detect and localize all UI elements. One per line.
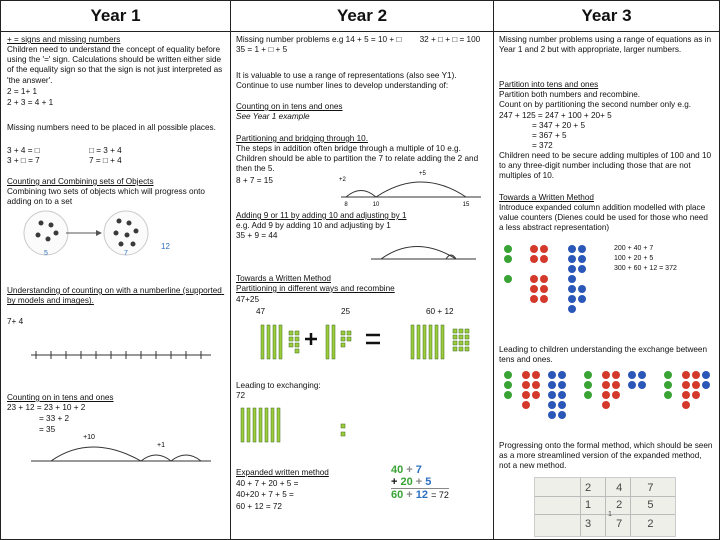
y2-col-b1: 20 (400, 476, 413, 488)
y1-set-b-label: 7 (124, 250, 128, 257)
y2-adj-calc: 35 + 9 = 44 (236, 231, 278, 240)
y1-counting-title: Counting and Combining sets of Objects (7, 177, 154, 186)
y1-m1: 3 + 4 = □ (7, 146, 40, 155)
y3-counters-exchange (502, 367, 712, 427)
year3-column (494, 1, 719, 539)
y1-jump1-label: +10 (83, 434, 95, 441)
y2-nl-start: 8 (344, 202, 348, 208)
year1-column (1, 1, 231, 539)
y2-written-sub: Partitioning in different ways and recombine (236, 284, 395, 293)
y2-missing-body: Missing number problems e.g 14 + 5 = 10 + □ 32 + □ + □ = 100 35 = 1 + □ + 5 (236, 35, 488, 55)
y3-formal-carry: 1 (608, 511, 612, 518)
y2-part-body: The steps in addition often bridge through a multiple of 10 e.g. Children should be able to partition the 7 to relate adding the 2 and then the 5. (236, 144, 481, 174)
y1-eq2: 2 + 3 = 4 + 1 (7, 98, 54, 107)
y3-counters-expanded (502, 241, 602, 323)
y3-written-body: Introduce expanded column addition modelled with place value counters (Dienes could be used for those who need a less abstract representation) (499, 203, 711, 233)
y3-p3: = 367 + 5 (532, 131, 567, 140)
y3-missing-body: Missing number problems using a range of equations as in Year 1 and 2 but with appropriate, larger numbers. (499, 35, 714, 55)
y2-exp-l2: 40+20 + 7 + 5 = (236, 490, 294, 499)
y2-exch-val: 72 (236, 391, 246, 400)
y1-set-sum-label: 12 (161, 242, 170, 251)
y2-dienes-recombine (261, 323, 486, 365)
y1-set-a-label: 5 (44, 250, 48, 257)
y2-exch-body: Leading to exchanging: (236, 381, 321, 390)
y2-val25: 25 (341, 307, 351, 316)
y2-val47: 47 (256, 307, 266, 316)
y2-jump1-label: +2 (339, 177, 346, 183)
y2-dienes-exchange (241, 406, 361, 446)
y3-ex1: 200 + 40 + 7 (614, 245, 654, 252)
y2-exp-l3: 60 + 12 = 72 (236, 502, 282, 511)
y3-exchange-body: Leading to children understanding the exchange between tens and ones. (499, 345, 710, 365)
y2-col-res: = 72 (431, 490, 449, 500)
y2-nl-mid: 10 (372, 202, 380, 208)
y2-exp-l1: 40 + 7 + 20 + 5 = (236, 479, 299, 488)
y1-tens-l1: 23 + 12 = 23 + 10 + 2 (7, 403, 86, 412)
y3-ex3: 300 + 60 + 12 = 372 (614, 265, 677, 272)
y2-written-calc: 47+25 (236, 295, 259, 304)
y2-tens-title: Counting on in tens and ones (236, 102, 343, 111)
y2-col-a2: 7 (415, 464, 422, 476)
y2-bridge-numberline (341, 169, 486, 209)
year2-column (231, 1, 494, 539)
y3-ex2: 100 + 20 + 5 (614, 255, 654, 262)
y3-formal-photo (534, 477, 676, 537)
y1-counting-body: Combining two sets of objects which will progress onto adding on to a set (7, 187, 208, 207)
y3-p1: 247 + 125 = 247 + 100 + 20+ 5 (499, 111, 612, 120)
y3-formal-body: Progressing onto the formal method, which should be seen as a more streamlined version of the expanded method, not a new method. (499, 441, 715, 471)
y2-col-a1: 40 (391, 464, 404, 476)
y1-m4: 7 = □ + 4 (89, 156, 122, 165)
y1-signs-body: Children need to understand the concept of equality before using the '=' sign. Calculations should be written either side of the equality sign so that the sign is not just interpreted as 'the answer'. (7, 45, 225, 85)
y1-numberline-calc: 7+ 4 (7, 317, 24, 326)
y2-nl-end: 15 (462, 202, 470, 208)
y2-adj-body: e.g. Add 9 by adding 10 and adjusting by 1 (236, 221, 391, 230)
y1-eq1: 2 = 1+ 1 (7, 87, 38, 96)
y1-jump2-label: +1 (157, 442, 165, 449)
y2-part-calc: 8 + 7 = 15 (236, 176, 273, 185)
y2-col-op: + (391, 476, 398, 488)
y2-adj-title: Adding 9 or 11 by adding 10 and adjusting by 1 (236, 211, 407, 220)
year3-header: Year 3 (494, 1, 719, 32)
y2-reps-body: It is valuable to use a range of representations (also see Y1). Continue to use number lines to develop understanding of: (236, 71, 459, 91)
y3-secure-body: Children need to be secure adding multiples of 100 and 10 to any three-digit number including those that are not multiples of 10. (499, 151, 714, 181)
y2-col-r2: 12 (415, 489, 429, 501)
y3-written-title: Towards a Written Method (499, 193, 594, 202)
y2-written-title: Towards a Written Method (236, 274, 331, 283)
y2-exp-title: Expanded written method (236, 468, 329, 477)
y1-numberline (31, 343, 216, 367)
year1-header: Year 1 (1, 1, 230, 32)
y3-p4: = 372 (532, 141, 553, 150)
y3-part-body: Partition both numbers and recombine. Count on by partitioning the second number only e.g. (499, 90, 692, 110)
y3-part-title: Partition into tens and ones (499, 80, 599, 89)
y1-tens-l3: = 35 (39, 425, 56, 434)
y1-sets-image (11, 211, 216, 259)
y2-val60-12: 60 + 12 (426, 307, 454, 316)
y1-missing-intro: Missing numbers need to be placed in all possible places. (7, 123, 216, 132)
y2-jump2-label: +5 (419, 171, 426, 177)
y2-col-b2: 5 (425, 476, 432, 488)
y1-signs-title: + = signs and missing numbers (7, 35, 121, 44)
year2-header: Year 2 (231, 1, 493, 32)
y2-column-method: 40 + 7 + 20 + 5 60 + 12 = 72 (391, 464, 449, 501)
y1-tens-title: Counting on in tens and ones (7, 393, 114, 402)
y3-p2: = 347 + 20 + 5 (532, 121, 586, 130)
y2-col-r1: 60 (391, 489, 404, 501)
y2-part-title: Partitioning and bridging through 10. (236, 134, 369, 143)
y2-tens-sub: See Year 1 example (236, 112, 310, 121)
y2-adjust-numberline (371, 229, 481, 269)
y1-m3: 3 + □ = 7 (7, 156, 40, 165)
y1-tens-numberline (31, 431, 216, 467)
y3-formal-r2: 1 2 5 (585, 499, 665, 511)
y1-m2: □ = 3 + 4 (89, 146, 122, 155)
y1-tens-l2: = 33 + 2 (39, 414, 70, 423)
y3-formal-r3: 3 7 2 (585, 518, 665, 530)
y1-numberline-title: Understanding of counting on with a numberline (supported by models and images). (7, 286, 225, 306)
y3-formal-r1: 2 4 7 (585, 482, 665, 494)
